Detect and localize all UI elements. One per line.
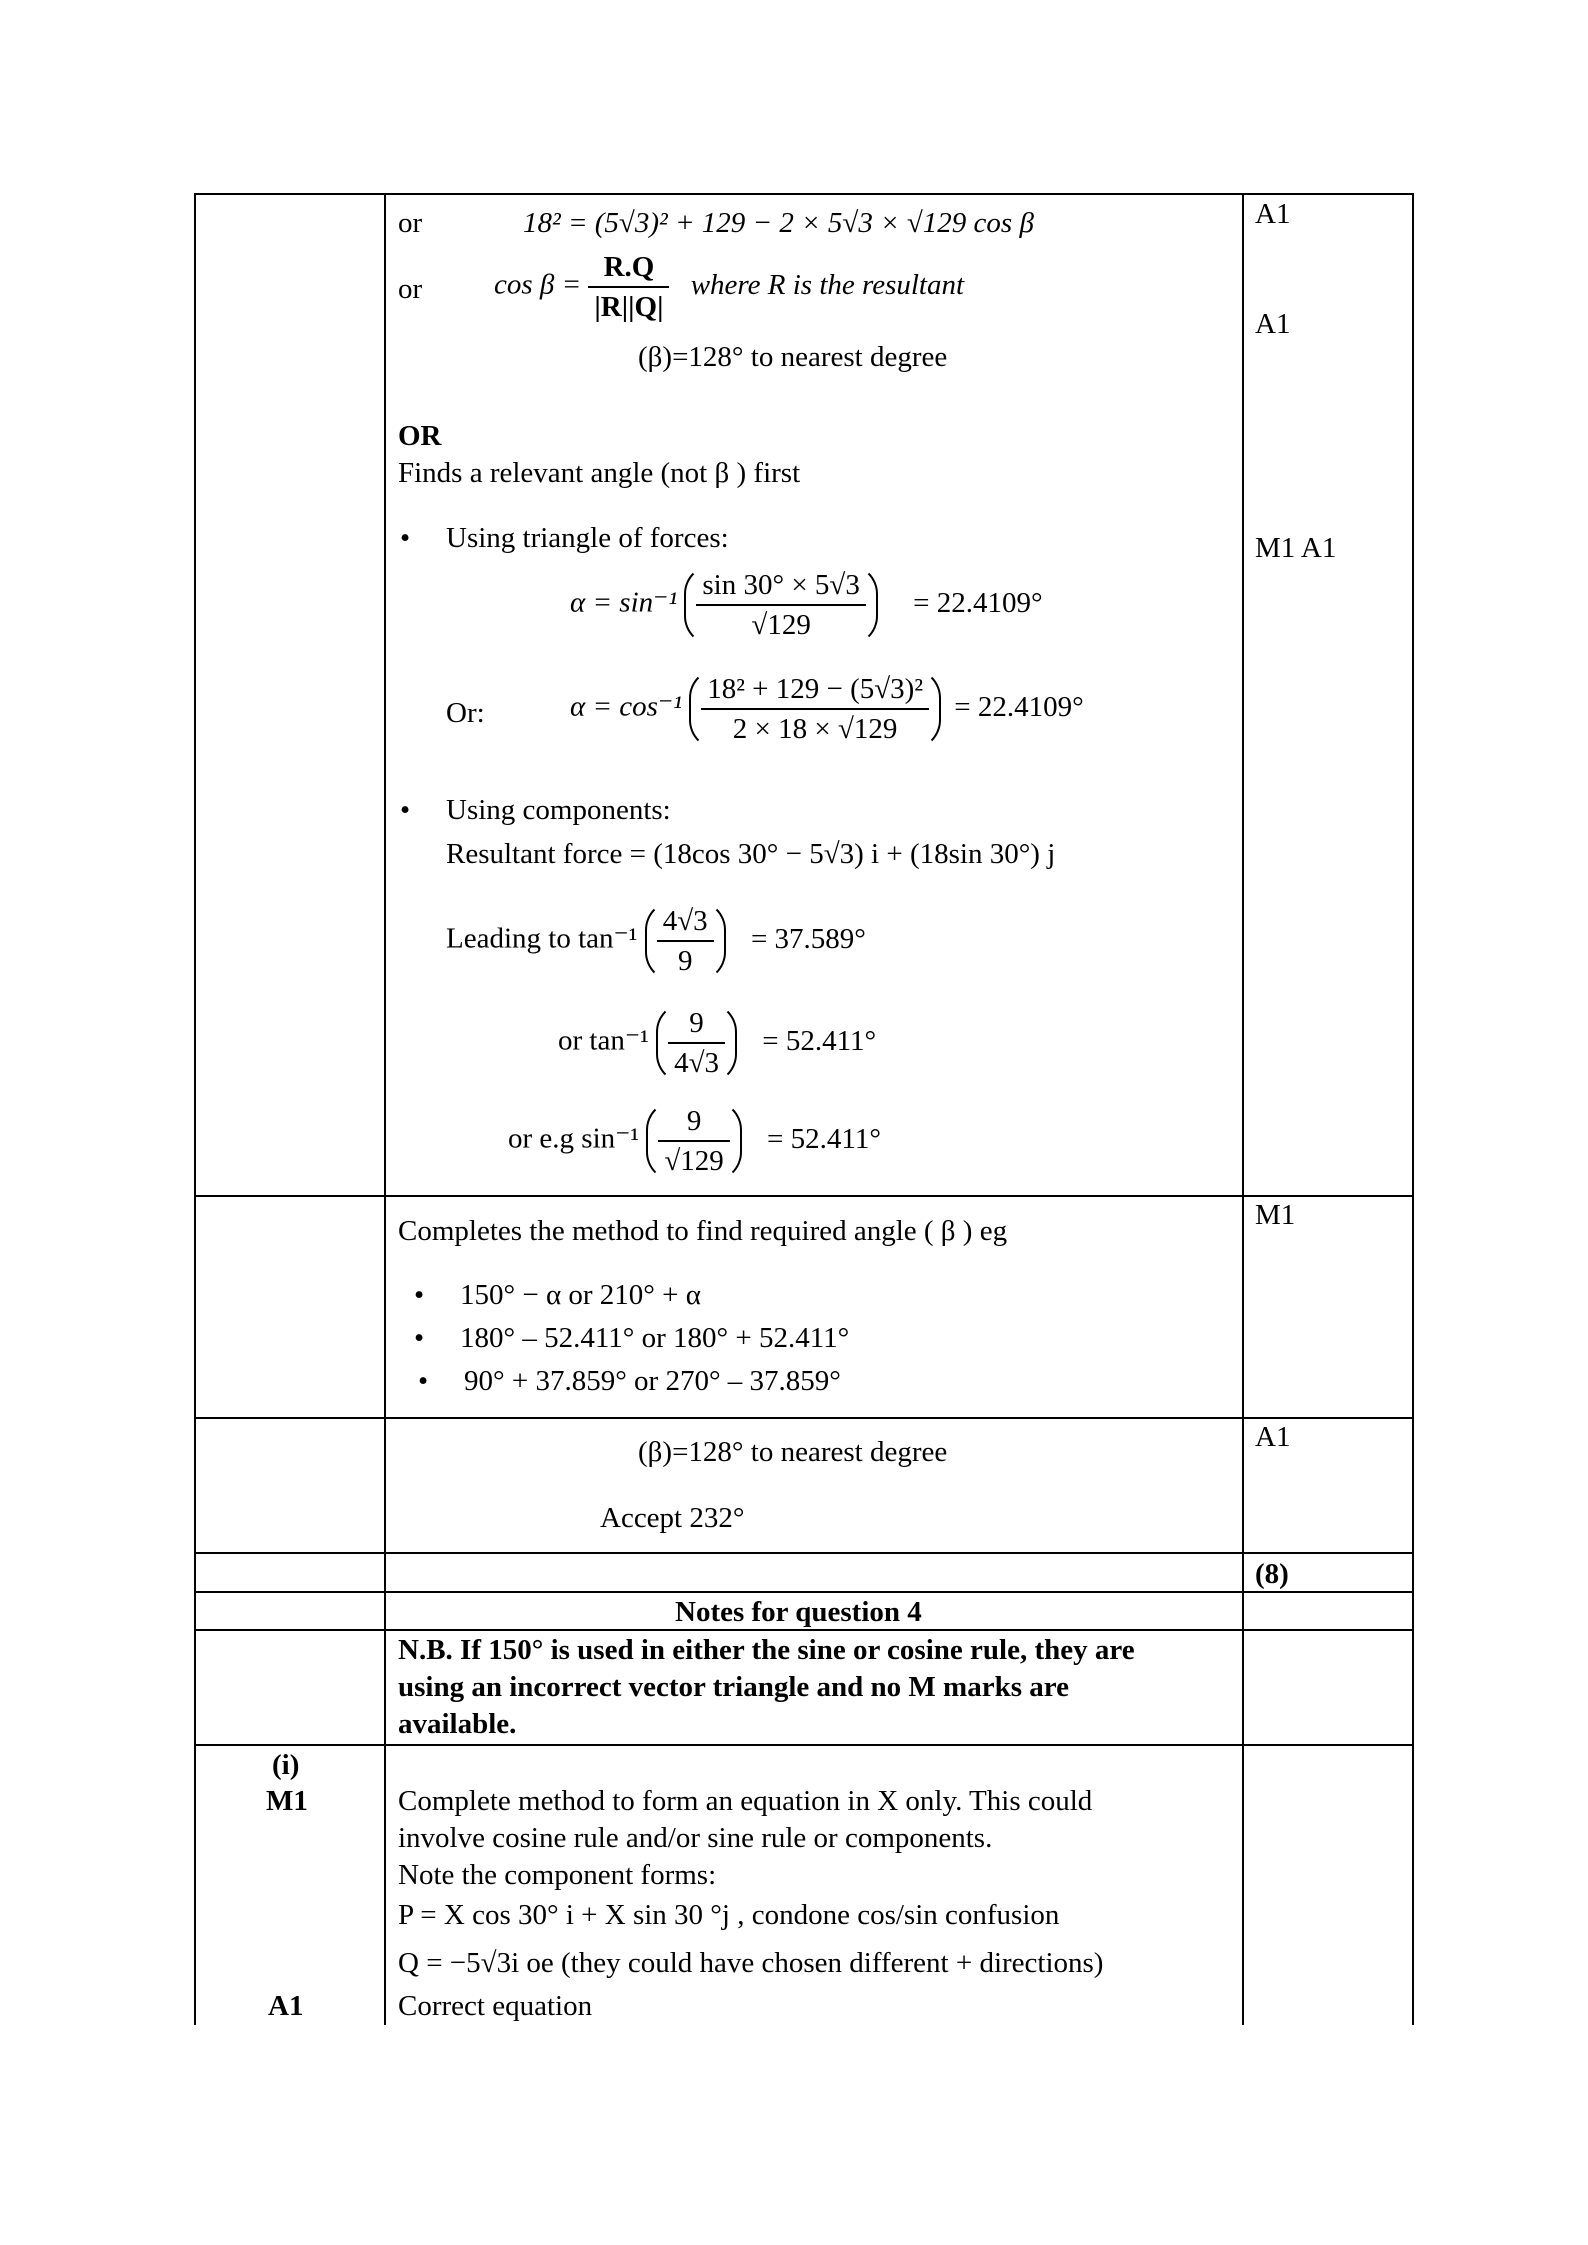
note-line: involve cosine rule and/or sine rule or components.: [398, 1822, 993, 1854]
notes-title: Notes for question 4: [675, 1596, 922, 1628]
accept-alternative: Accept 232°: [600, 1502, 745, 1534]
note-line: Correct equation: [398, 1990, 593, 2022]
dot-product-fraction: [588, 250, 669, 324]
fraction-numerator: 9: [668, 1006, 725, 1044]
nb-note-line: N.B. If 150° is used in either the sine or cosine rule, they are: [398, 1634, 1135, 1666]
mark-label-m1: M1: [266, 1785, 308, 1817]
alpha-sin-value: = 22.4109°: [913, 586, 1043, 619]
row-divider: [196, 1417, 1412, 1419]
or-tan-formula: [558, 1002, 876, 1084]
tan-fraction: [668, 1006, 725, 1080]
components-bullet: • Using components:: [446, 792, 671, 828]
column-divider: [1242, 195, 1244, 2025]
mark-m1: M1: [1255, 1199, 1296, 1231]
fraction-denominator: √129: [664, 1145, 724, 1177]
or-tan-label: or tan⁻¹: [558, 1024, 649, 1057]
completes-method-text: Completes the method to find required angle ( β ) eg: [398, 1215, 1008, 1247]
cos-beta-lhs: cos β =: [494, 268, 582, 301]
alpha-cosine-formula: [570, 668, 1084, 750]
fraction-numerator: 18² + 129 − (5√3)²: [701, 672, 929, 710]
row-divider: [196, 1552, 1412, 1554]
dot-product-formula: [494, 250, 964, 324]
parenthesis: [645, 900, 726, 982]
leading-to-formula: [446, 900, 866, 982]
fraction-denominator: √129: [751, 609, 811, 641]
fraction-denominator: 9: [677, 945, 693, 977]
total-marks: (8): [1255, 1558, 1289, 1590]
sin-fraction: [658, 1104, 729, 1178]
mark-a1: A1: [1255, 198, 1291, 230]
alpha-cos-fraction: [701, 672, 929, 746]
option-bullet: • 90° + 37.859° or 270° – 37.859°: [464, 1363, 841, 1399]
leading-to-label: Leading to tan⁻¹: [446, 922, 638, 955]
beta-result: (β)=128° to nearest degree: [638, 341, 948, 373]
parenthesis: [689, 668, 941, 750]
mark-m1-a1: M1 A1: [1255, 532, 1337, 564]
mark-a1: A1: [1255, 308, 1291, 340]
note-line: Complete method to form an equation in X only. This could: [398, 1785, 1093, 1817]
row-divider: [196, 1591, 1412, 1593]
row-divider: [196, 1195, 1412, 1197]
or-colon-label: Or:: [446, 697, 485, 729]
or-sin-formula: [508, 1100, 881, 1182]
tan-value: = 52.411°: [762, 1024, 877, 1057]
alpha-sin-fraction: [696, 568, 865, 642]
sin-value: = 52.411°: [767, 1122, 881, 1155]
p-component-form: P = X cos 30° i + X sin 30 °j , condone cos/sin confusion: [398, 1899, 1060, 1931]
alpha-sin-lhs: α = sin⁻¹: [570, 586, 678, 619]
column-divider: [384, 195, 386, 2025]
part-label: (i): [272, 1749, 300, 1781]
triangle-of-forces-bullet: • Using triangle of forces:: [446, 520, 729, 556]
leading-value: = 37.589°: [750, 922, 866, 955]
fraction-numerator: 9: [658, 1104, 729, 1142]
fraction-numerator: 4√3: [657, 904, 714, 942]
resultant-force: Resultant force = (18cos 30° − 5√3) i + (18sin 30°) j: [446, 838, 1056, 870]
parenthesis: [684, 564, 877, 646]
fraction-denominator: |R||Q|: [594, 291, 664, 323]
relevant-angle-text: Finds a relevant angle (not β ) first: [398, 457, 801, 489]
row-divider: [196, 1744, 1412, 1746]
final-beta-result: (β)=128° to nearest degree: [638, 1436, 948, 1468]
q-component-form: Q = −5√3i oe (they could have chosen different + directions): [398, 1947, 1104, 1979]
fraction-numerator: sin 30° × 5√3: [696, 568, 865, 606]
cosine-rule-equation: 18² = (5√3)² + 129 − 2 × 5√3 × √129 cos β: [523, 207, 1034, 239]
alpha-sine-formula: [570, 564, 1043, 646]
fraction-denominator: 4√3: [674, 1047, 720, 1079]
parenthesis: [646, 1100, 741, 1182]
fraction-numerator: R.Q: [588, 250, 669, 288]
nb-note-line: using an incorrect vector triangle and no M marks are: [398, 1671, 1069, 1703]
parenthesis: [656, 1002, 737, 1084]
nb-note-line: available.: [398, 1708, 517, 1740]
or-label: or: [398, 273, 423, 305]
mark-label-a1: A1: [268, 1990, 304, 2022]
resultant-note: where R is the resultant: [690, 268, 965, 301]
option-bullet: • 150° − α or 210° + α: [460, 1277, 701, 1313]
mark-a1: A1: [1255, 1421, 1291, 1453]
alpha-cos-lhs: α = cos⁻¹: [570, 690, 682, 723]
or-label: or: [398, 207, 423, 239]
fraction-denominator: 2 × 18 × √129: [732, 713, 898, 745]
option-bullet: • 180° – 52.411° or 180° + 52.411°: [460, 1320, 849, 1356]
note-line: Note the component forms:: [398, 1859, 717, 1891]
leading-fraction: [657, 904, 714, 978]
or-heading: OR: [398, 420, 442, 452]
or-sin-label: or e.g sin⁻¹: [508, 1122, 640, 1155]
alpha-cos-value: = 22.4109°: [954, 690, 1084, 723]
